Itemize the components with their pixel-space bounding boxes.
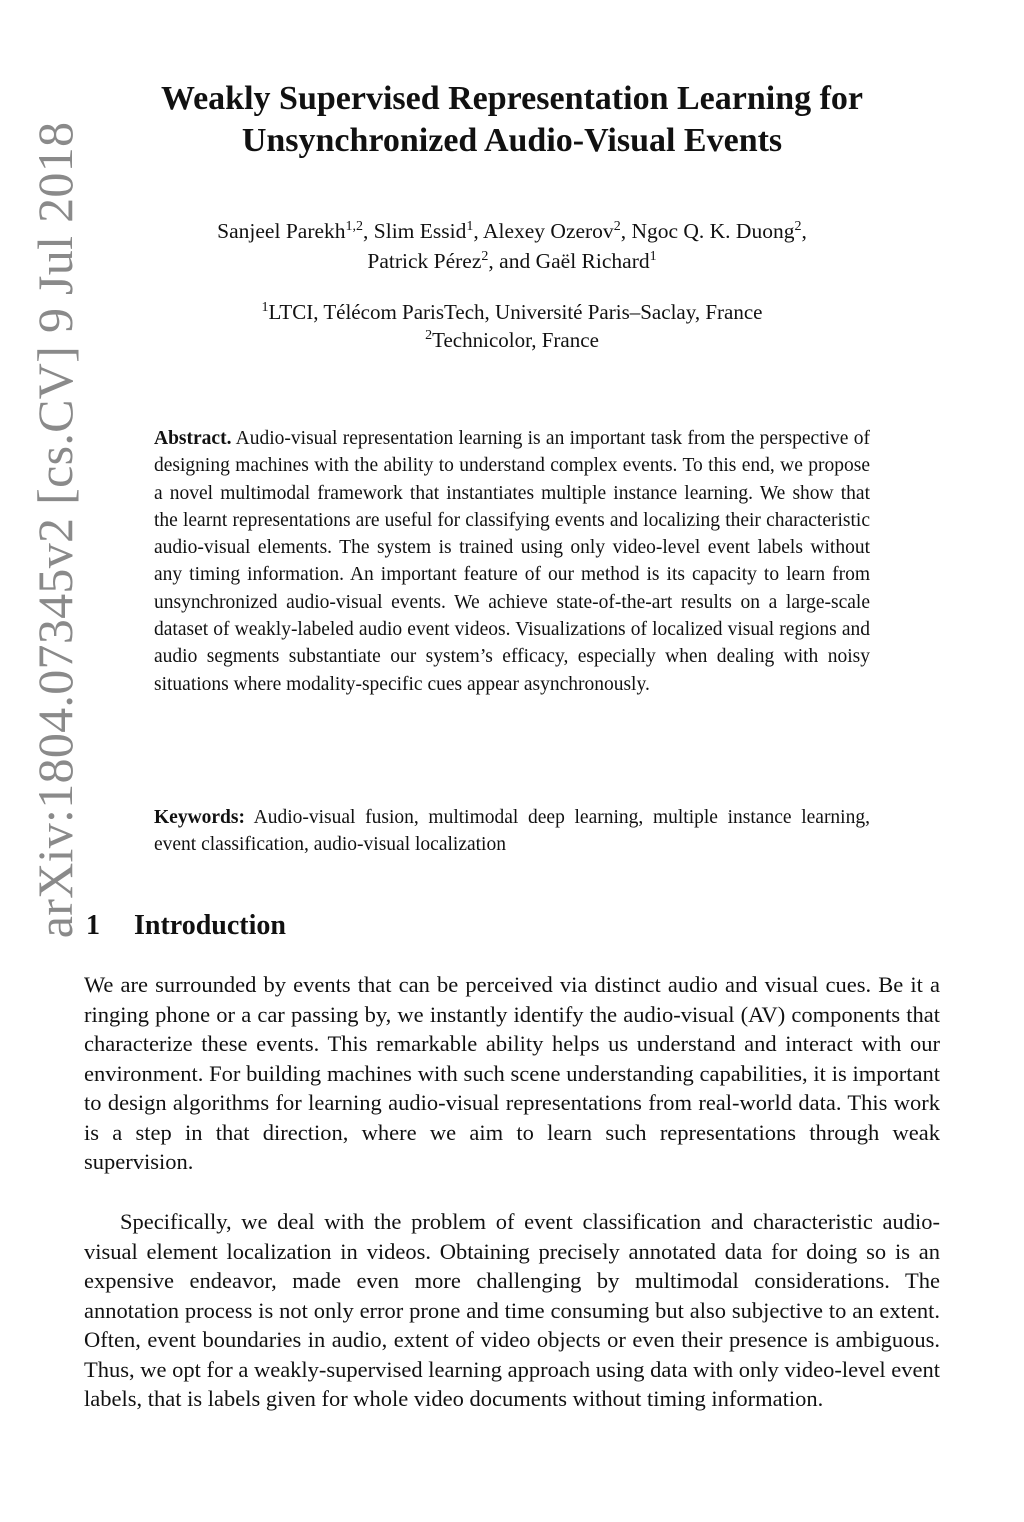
keywords-text: Audio-visual fusion, multimodal deep learning, multiple instance learning, event classification, audio-visual localization [154,807,870,856]
abstract-text: Audio-visual representation learning is an important task from the perspective of designing machines with the ability to understand complex events. To this end, we propose a novel multimodal framework that instantiates multiple instance learning. We show that the learnt representations are useful for classifying events and localizing their characteristic audio-visual elements. The system is trained using only video-level event labels without any timing information. An important feature of our method is its capacity to learn from unsynchronized audio-visual events. We achieve state-of-the-art results on a large-scale dataset of weakly-labeled audio event videos. Visualizations of localized visual regions and audio segments substantiate our system’s efficacy, especially when dealing with noisy situations where modality-specific cues appear asynchronously. [154,428,870,695]
author-name: Slim Essid [373,219,467,243]
author-affil-sup: 2 [613,218,621,234]
author-affil-sup: 2 [481,248,489,264]
keywords [154,804,870,859]
affiliation-text: LTCI, Télécom ParisTech, Université Paris–Saclay, France [268,300,763,324]
author-line-1 [100,216,924,246]
keywords-label: Keywords: [154,807,245,828]
author-sep: , and [488,249,536,273]
author-name: Gaël Richard [535,249,650,273]
section-title: Introduction [134,910,286,941]
affiliation-2 [100,326,924,354]
arxiv-stamp-text: arXiv:1804.07345v2 [cs.CV] 9 Jul 2018 [27,121,83,939]
affiliation-text: Technicolor, France [432,328,599,352]
author-sep: , [363,219,374,243]
intro-paragraph-2: Specifically, we deal with the problem of event classification and characteristic audio-visual element localization in videos. Obtaining precisely annotated data for doing so is an expensive endeavor, made even more challenging by multimodal considerations. The annotation process is not only error prone and time consuming but also subjective to an extent. Often, event boundaries in audio, extent of video objects or even their presence is ambiguous. Thus, we opt for a weakly-supervised learning approach using data with only video-level event labels, that is labels given for whole video documents without timing information. [84,1209,940,1411]
author-list [100,216,924,276]
section-number: 1 [86,910,100,941]
paper-title [60,78,964,162]
author-affil-sup: 1,2 [345,218,364,234]
author-name: Patrick Pérez [367,249,482,273]
author-affil-sup: 1 [649,248,657,264]
abstract-label: Abstract. [154,428,232,449]
author-affil-sup: 2 [794,218,802,234]
author-name: Sanjeel Parekh [217,219,346,243]
title-line-2: Unsynchronized Audio-Visual Events [241,122,783,159]
affiliation-sup: 2 [425,328,433,343]
arxiv-side-stamp [20,115,90,945]
intro-paragraph-1: We are surrounded by events that can be perceived via distinct audio and visual cues. Be it a ringing phone or a car passing by, we instantly identify the audio-visual (AV) components that characterize these events. This remarkable ability helps us understand and interact with our environment. For building machines with such scene understanding capabilities, it is important to design algorithms for learning audio-visual representations from real-world data. This work is a step in that direction, where we aim to learn such representations through weak supervision. [84,972,940,1174]
affiliation-1 [100,298,924,326]
author-sep: , [801,219,807,243]
author-name: Alexey Ozerov [482,219,614,243]
affiliations [100,298,924,354]
author-name: Ngoc Q. K. Duong [631,219,795,243]
author-affil-sup: 1 [466,218,474,234]
author-sep: , [620,219,632,243]
affiliation-sup: 1 [261,300,269,315]
author-sep: , [473,219,483,243]
title-line-1: Weakly Supervised Representation Learning for [160,80,864,117]
abstract [154,425,870,698]
section-heading-introduction [86,906,286,946]
author-line-2 [100,246,924,276]
